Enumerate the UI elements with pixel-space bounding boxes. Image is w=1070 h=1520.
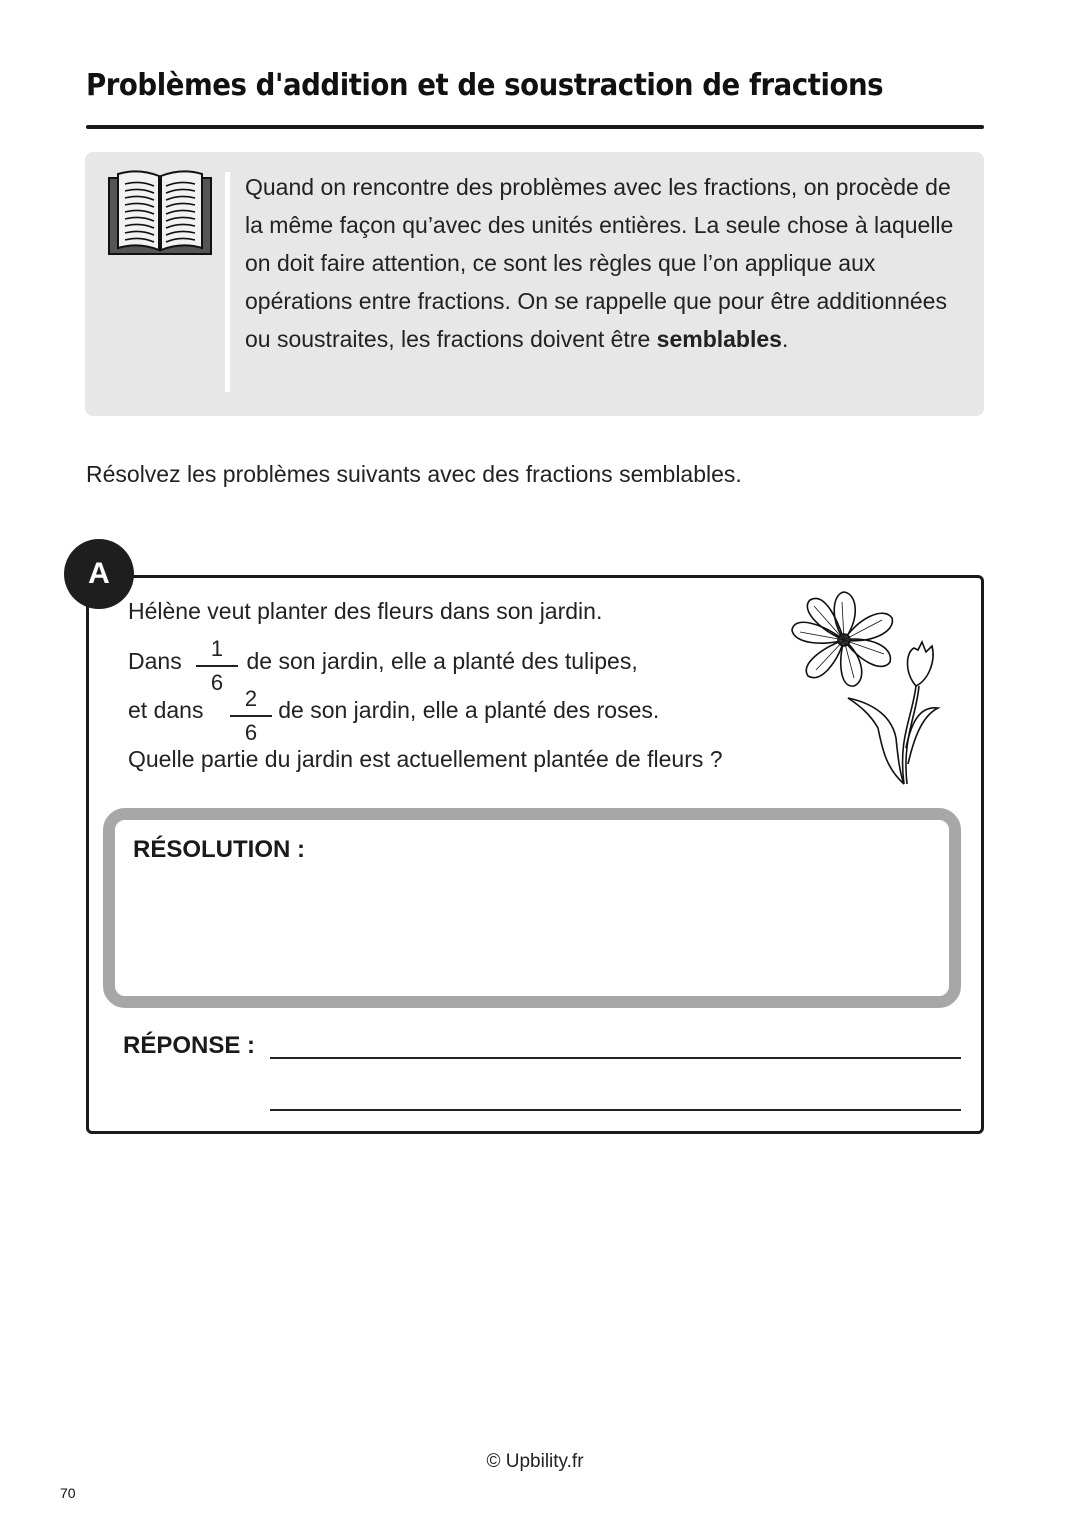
page-title: Problèmes d'addition et de soustraction de fractions <box>86 68 884 103</box>
line2-suffix: de son jardin, elle a planté des tulipes, <box>246 648 638 674</box>
problem-line-4: Quelle partie du jardin est actuellement plantée de fleurs ? <box>128 746 723 772</box>
fraction-denominator: 6 <box>244 719 258 745</box>
fraction-2-6 <box>230 686 272 746</box>
answer-label: RÉPONSE : <box>123 1032 256 1059</box>
fraction-denominator: 6 <box>210 669 224 695</box>
title-underline <box>86 125 984 129</box>
resolution-label: RÉSOLUTION : <box>133 836 305 863</box>
fraction-bar <box>196 665 238 667</box>
line3-prefix: et dans <box>128 697 204 723</box>
problem-line-3 <box>128 697 659 724</box>
resolution-area[interactable] <box>103 808 961 1008</box>
page-number: 70 <box>60 1485 76 1501</box>
info-text-end: . <box>781 326 789 352</box>
info-text-body: Quand on rencontre des problèmes avec les fractions, on procède de la même façon qu’avec des unités entières. La seule chose à laquelle on doit faire attention, ce sont les règles que l’on applique aux opérations entre fractions. On se rappelle que pour être additionnées ou soustraites, les fractions doivent être <box>245 174 954 352</box>
fraction-bar <box>230 715 272 717</box>
info-text-bold: semblables <box>656 326 782 352</box>
copyright-footer: © Upbility.fr <box>486 1451 584 1472</box>
info-text <box>245 168 965 358</box>
problem-badge: A <box>64 539 134 609</box>
info-divider <box>225 172 230 392</box>
answer-line-2[interactable] <box>270 1109 961 1111</box>
instruction: Résolvez les problèmes suivants avec des fractions semblables. <box>86 461 742 487</box>
open-book-icon <box>108 170 212 256</box>
line3-suffix: de son jardin, elle a planté des roses. <box>278 697 660 723</box>
fraction-numerator: 2 <box>244 686 258 711</box>
info-box <box>85 152 984 416</box>
problem-line-1: Hélène veut planter des fleurs dans son jardin. <box>128 598 603 624</box>
fraction-numerator: 1 <box>210 636 224 661</box>
answer-line-1[interactable] <box>270 1057 961 1059</box>
line2-prefix: Dans <box>128 648 182 674</box>
flowers-icon <box>786 588 952 788</box>
